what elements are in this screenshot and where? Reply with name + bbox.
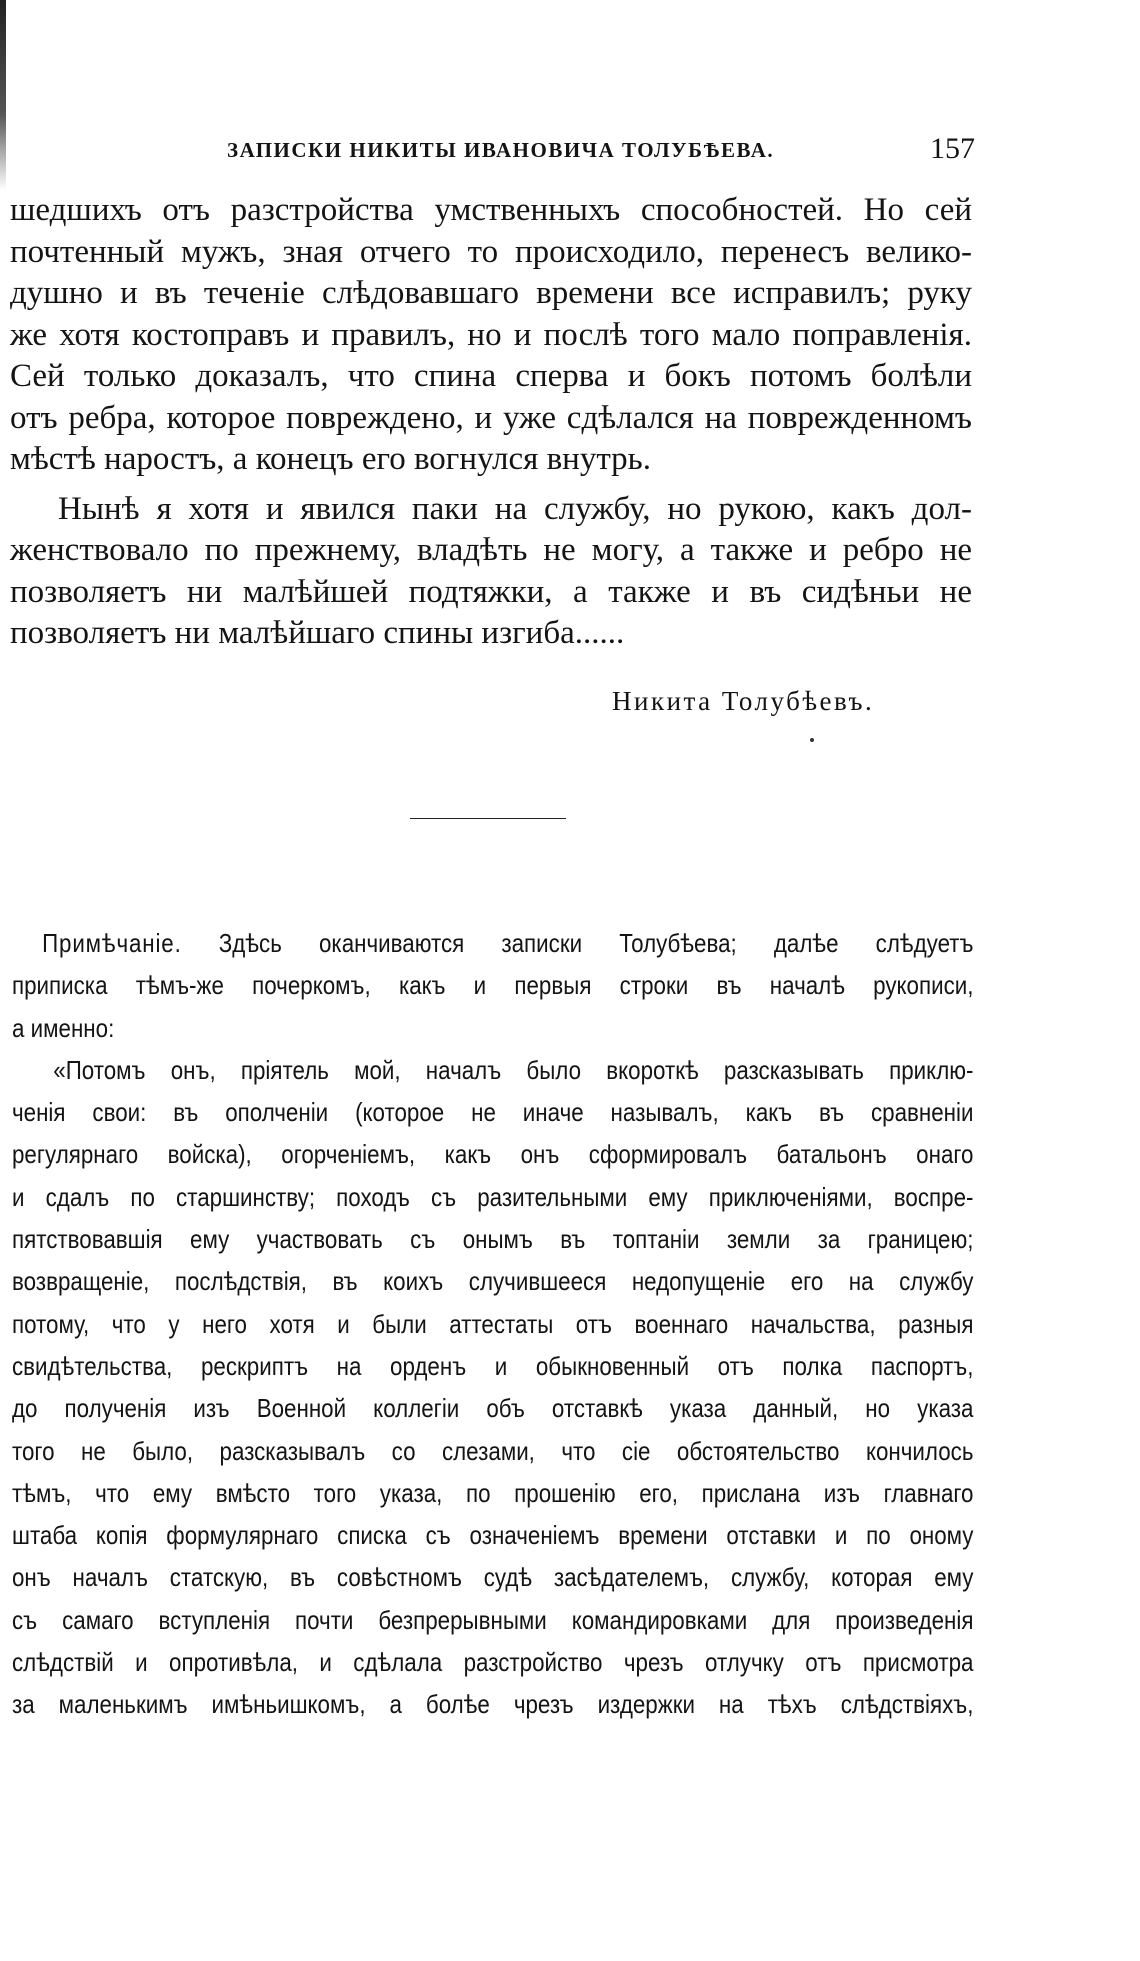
text-line: Нынѣ я хотя и явился паки на службу, но рукою, какъ дол-	[58, 490, 972, 527]
text-line: Сей только доказалъ, что спина сперва и бокъ потомъ болѣли	[10, 358, 972, 394]
quote-line: возвращеніе, послѣдствія, въ коихъ случившееся недопущеніе его на службу	[12, 1266, 974, 1297]
note-line: приписка тѣмъ-же почеркомъ, какъ и первыя строки въ началѣ рукописи,	[12, 970, 974, 1001]
text-line: отъ ребра, которое повреждено, и уже сдѣлался на поврежденномъ	[10, 399, 972, 436]
text-line: женствовало по прежнему, владѣть не могу, а также и ребро не	[10, 532, 972, 568]
section-divider	[410, 818, 566, 819]
quote-line: потому, что у него хотя и были аттестаты отъ военнаго начальства, разныя	[12, 1308, 974, 1339]
quote-line: регулярнаго войска), огорченіемъ, какъ онъ сформировалъ батальонъ онаго	[12, 1139, 974, 1170]
quote-line: «Потомъ онъ, пріятель мой, началъ было вкороткѣ разсказывать приклю-	[53, 1054, 974, 1085]
paragraph-1	[10, 190, 972, 481]
note-line: а именно:	[12, 1012, 115, 1043]
print-speck	[810, 738, 814, 742]
quote-line: слѣдствій и опротивѣла, и сдѣлала разстройство чрезъ отлучку отъ присмотра	[12, 1647, 974, 1678]
quote-line: съ самаго вступленія почти безпрерывными командировками для произведенія	[12, 1604, 974, 1635]
running-header	[0, 132, 1140, 172]
quote-line: пятствовавшія ему участвовать съ онымъ въ топтаніи земли за границею;	[12, 1224, 974, 1255]
quote-line: и сдалъ по старшинству; походъ съ разительными ему приключеніями, воспре-	[12, 1181, 974, 1212]
quote-line: онъ началъ статскую, въ совѣстномъ судѣ засѣдателемъ, службу, которая ему	[12, 1562, 974, 1593]
quote-line: штаба копія формулярнаго списка съ означеніемъ времени отставки и по оному	[12, 1520, 974, 1551]
page-number: 157	[930, 132, 975, 165]
running-header-title: ЗАПИСКИ НИКИТЫ ИВАНОВИЧА ТОЛУБѢЕВА.	[227, 138, 775, 162]
text-line: шедшихъ отъ разстройства умственныхъ способностей. Но сей	[10, 192, 972, 228]
quote-line: тѣмъ, что ему вмѣсто того указа, по прошенію его, прислана изъ главнаго	[12, 1477, 974, 1508]
quote-line: ченія свои: въ ополченіи (которое не иначе называлъ, какъ въ сравненіи	[12, 1097, 974, 1128]
text-line: позволяетъ ни малѣйшаго спины изгиба......	[10, 615, 625, 651]
quote-line: за маленькимъ имѣньишкомъ, а болѣе чрезъ издержки на тѣхъ слѣдствіяхъ,	[12, 1689, 974, 1720]
paragraph-2	[10, 489, 972, 655]
note-section	[12, 922, 974, 1726]
text-line: мѣстѣ наростъ, а конецъ его вогнулся внутрь.	[10, 441, 651, 477]
note-first-line	[12, 922, 973, 964]
text-line: позволяетъ ни малѣйшей подтяжки, а также и въ сидѣньи не	[10, 573, 972, 610]
quote-line: свидѣтельства, рескриптъ на орденъ и обыкновенный отъ полка паспортъ,	[12, 1350, 974, 1381]
quote-line: до полученія изъ Военной коллегіи объ отставкѣ указа данный, но указа	[12, 1393, 974, 1424]
text-line: почтенный мужъ, зная отчего то происходило, перенесъ велико-	[10, 233, 972, 270]
quote-line: того не было, разсказывалъ со слезами, что сіе обстоятельство кончилось	[12, 1435, 974, 1466]
text-line: же хотя костоправъ и правилъ, но и послѣ того мало поправленія.	[10, 316, 972, 353]
main-text	[10, 190, 972, 655]
note-label: Примѣчаніе.	[42, 928, 182, 958]
text-line: душно и въ теченіе слѣдовавшаго времени все исправилъ; руку	[10, 275, 972, 311]
note-first-line-text: Здѣсь оканчиваются записки Толубѣева; далѣе слѣдуетъ	[218, 928, 974, 958]
signature: Никита Толубѣевъ.	[612, 686, 875, 716]
